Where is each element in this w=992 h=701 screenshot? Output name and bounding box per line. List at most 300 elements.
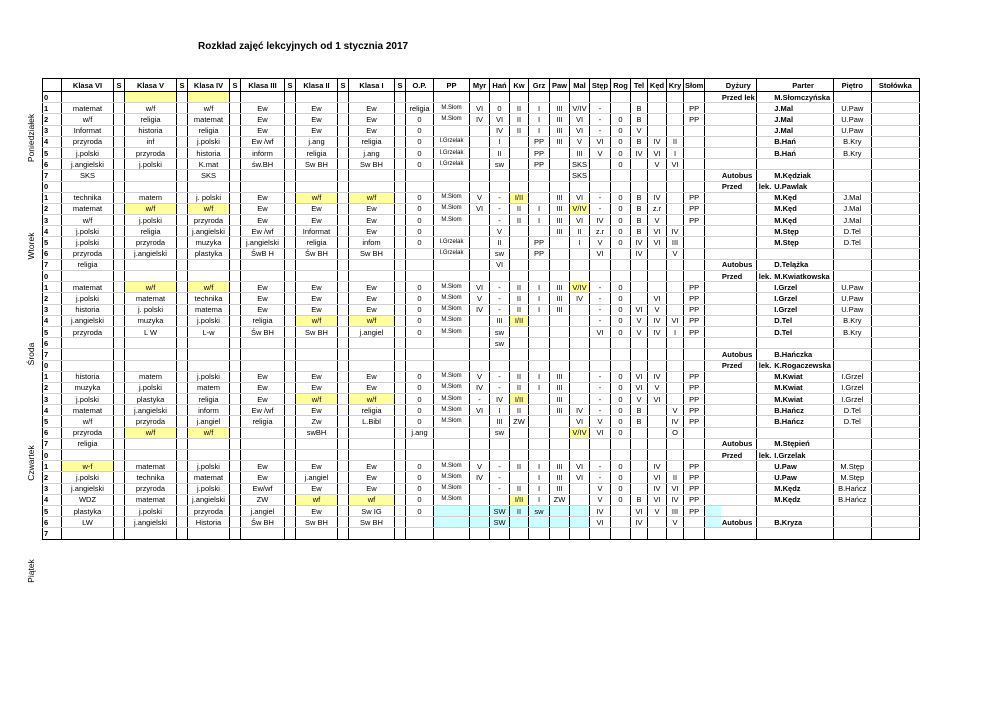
table-cell <box>529 438 550 449</box>
table-cell <box>684 259 705 270</box>
table-cell: Autobus <box>721 517 756 528</box>
table-cell: V <box>570 136 590 147</box>
table-cell: J.Mal <box>833 203 871 214</box>
column-header: Piętro <box>833 79 871 92</box>
table-cell <box>285 259 296 270</box>
table-cell <box>611 271 631 282</box>
table-cell <box>395 338 406 349</box>
table-cell: Ew <box>349 215 395 226</box>
table-cell <box>177 147 188 158</box>
table-cell <box>114 293 125 304</box>
table-cell: 4 <box>43 494 62 505</box>
table-cell: 0 <box>611 394 631 405</box>
table-cell <box>529 394 550 405</box>
table-cell: - <box>590 293 611 304</box>
table-cell: M.Kwiat <box>773 382 833 393</box>
table-cell <box>177 371 188 382</box>
table-row <box>43 438 920 449</box>
table-cell <box>230 103 241 114</box>
table-cell: - <box>590 461 611 472</box>
table-cell <box>470 517 490 528</box>
table-cell: B <box>631 192 648 203</box>
table-cell: VI <box>590 136 611 147</box>
table-row <box>43 103 920 114</box>
table-cell <box>667 450 684 461</box>
table-cell: VI <box>570 114 590 125</box>
table-cell <box>705 472 721 483</box>
table-cell: Zw <box>296 416 338 427</box>
table-cell: religia <box>406 103 434 114</box>
table-cell: IV <box>490 125 510 136</box>
table-cell <box>510 326 529 337</box>
table-cell: j.angielski <box>62 159 114 170</box>
table-cell: - <box>590 304 611 315</box>
table-cell <box>296 360 338 371</box>
table-cell <box>114 405 125 416</box>
column-header: S <box>285 79 296 92</box>
table-cell <box>470 181 490 192</box>
table-cell <box>125 259 177 270</box>
table-cell <box>470 170 490 181</box>
table-cell <box>510 159 529 170</box>
table-cell: 0 <box>611 483 631 494</box>
table-cell <box>349 438 395 449</box>
table-cell: J.Mal <box>773 125 833 136</box>
table-cell <box>833 170 871 181</box>
table-cell <box>285 349 296 360</box>
table-cell <box>434 360 470 371</box>
table-cell: przyroda <box>188 505 230 516</box>
table-cell: M.Słom <box>434 326 470 337</box>
table-cell <box>510 472 529 483</box>
table-cell: 0 <box>611 136 631 147</box>
table-cell: matemat <box>188 114 230 125</box>
table-cell <box>395 103 406 114</box>
table-cell <box>177 237 188 248</box>
table-cell <box>241 92 285 103</box>
table-cell: 6 <box>43 517 62 528</box>
table-cell: L W <box>125 326 177 337</box>
table-cell <box>667 293 684 304</box>
column-header: Klasa III <box>241 79 285 92</box>
table-cell <box>684 438 705 449</box>
table-cell <box>395 125 406 136</box>
table-cell <box>756 494 773 505</box>
table-row <box>43 315 920 326</box>
table-cell: M.Stęp <box>773 237 833 248</box>
table-cell: Ew <box>296 293 338 304</box>
table-cell: II <box>570 226 590 237</box>
table-cell <box>230 450 241 461</box>
table-cell <box>684 338 705 349</box>
table-cell <box>114 114 125 125</box>
table-cell: 5 <box>43 326 62 337</box>
table-cell <box>611 505 631 516</box>
table-cell: LW <box>62 517 114 528</box>
table-cell <box>241 170 285 181</box>
table-cell <box>241 181 285 192</box>
table-cell: M.Słom <box>434 215 470 226</box>
table-cell <box>434 92 470 103</box>
table-cell <box>756 237 773 248</box>
table-cell: lek. <box>756 450 773 461</box>
table-cell: przyroda <box>62 136 114 147</box>
table-cell <box>177 92 188 103</box>
table-cell <box>338 405 349 416</box>
table-cell: I <box>529 472 550 483</box>
table-cell <box>871 159 919 170</box>
table-cell <box>631 438 648 449</box>
table-cell <box>871 461 919 472</box>
table-cell <box>285 192 296 203</box>
table-cell: matem <box>125 371 177 382</box>
table-cell <box>705 338 721 349</box>
table-cell <box>296 259 338 270</box>
table-cell: j.polski <box>188 461 230 472</box>
table-cell: j.angiel <box>188 416 230 427</box>
table-cell: 0 <box>406 237 434 248</box>
table-cell: j.ang <box>296 136 338 147</box>
table-cell: 0 <box>490 103 510 114</box>
table-cell: III <box>550 304 570 315</box>
table-cell <box>470 349 490 360</box>
table-cell: II <box>510 371 529 382</box>
table-cell <box>833 92 871 103</box>
table-cell <box>721 494 756 505</box>
table-cell: V <box>648 505 667 516</box>
table-cell <box>705 360 721 371</box>
table-cell: 6 <box>43 159 62 170</box>
table-cell <box>230 293 241 304</box>
table-cell: 0 <box>406 147 434 158</box>
table-cell <box>349 338 395 349</box>
table-cell <box>114 259 125 270</box>
table-row <box>43 349 920 360</box>
table-cell <box>756 483 773 494</box>
table-cell: Ew <box>349 203 395 214</box>
table-cell <box>529 271 550 282</box>
table-cell: 1 <box>43 103 62 114</box>
table-cell: U.Paw <box>773 461 833 472</box>
table-cell <box>529 360 550 371</box>
table-cell: B.Hań <box>773 147 833 158</box>
table-cell <box>406 170 434 181</box>
table-cell <box>230 371 241 382</box>
table-cell <box>349 427 395 438</box>
table-cell: VI <box>590 427 611 438</box>
table-cell: Ew <box>241 114 285 125</box>
table-cell: 0 <box>611 427 631 438</box>
table-cell <box>177 405 188 416</box>
table-cell <box>230 494 241 505</box>
table-cell: 7 <box>43 528 62 539</box>
table-cell: II <box>510 382 529 393</box>
table-cell: - <box>470 394 490 405</box>
table-cell <box>296 92 338 103</box>
table-cell <box>871 125 919 136</box>
table-cell: M.Słom <box>434 203 470 214</box>
table-cell <box>285 304 296 315</box>
table-cell: - <box>590 203 611 214</box>
table-row <box>43 494 920 505</box>
table-cell <box>434 259 470 270</box>
table-cell: II <box>510 293 529 304</box>
table-cell <box>285 326 296 337</box>
table-cell <box>590 360 611 371</box>
table-cell: IV <box>648 461 667 472</box>
table-cell: Autobus <box>721 438 756 449</box>
table-cell: I/II <box>510 494 529 505</box>
table-cell: B.Hańcz <box>833 483 871 494</box>
table-cell <box>114 136 125 147</box>
table-cell: j.angiel <box>241 505 285 516</box>
table-cell <box>177 338 188 349</box>
table-cell <box>705 159 721 170</box>
table-cell: VI <box>470 203 490 214</box>
column-header: Klasa VI <box>62 79 114 92</box>
table-cell <box>871 517 919 528</box>
table-cell: j. polski <box>188 192 230 203</box>
table-cell: VI <box>570 215 590 226</box>
table-cell: 0 <box>611 125 631 136</box>
table-cell <box>721 237 756 248</box>
table-cell <box>338 248 349 259</box>
table-cell <box>871 528 919 539</box>
table-cell <box>871 505 919 516</box>
table-cell: Ew <box>241 472 285 483</box>
table-cell: V/IV <box>570 203 590 214</box>
table-cell <box>395 394 406 405</box>
table-cell <box>114 326 125 337</box>
table-cell: M.Stęp <box>833 472 871 483</box>
table-cell: 3 <box>43 215 62 226</box>
table-cell: przyroda <box>62 248 114 259</box>
table-cell <box>570 304 590 315</box>
table-cell <box>611 438 631 449</box>
table-cell: B <box>631 494 648 505</box>
table-cell <box>230 517 241 528</box>
table-cell <box>667 338 684 349</box>
table-cell <box>241 427 285 438</box>
table-cell <box>871 450 919 461</box>
table-row <box>43 170 920 181</box>
table-cell <box>529 338 550 349</box>
table-cell: VI <box>667 483 684 494</box>
table-cell <box>125 450 177 461</box>
table-cell: PP <box>684 282 705 293</box>
table-cell <box>241 438 285 449</box>
table-cell <box>756 103 773 114</box>
table-cell: muzyka <box>62 382 114 393</box>
table-cell <box>114 349 125 360</box>
table-cell: Ew <box>296 371 338 382</box>
table-cell <box>705 326 721 337</box>
table-row <box>43 360 920 371</box>
table-cell: religia <box>349 405 395 416</box>
table-cell: 0 <box>406 371 434 382</box>
table-cell: B.Hańcz <box>833 494 871 505</box>
table-cell: I.Grzelak <box>434 147 470 158</box>
table-cell: lek. <box>756 271 773 282</box>
table-cell: Autobus <box>721 349 756 360</box>
table-cell: V <box>590 416 611 427</box>
table-cell <box>470 136 490 147</box>
table-cell <box>338 304 349 315</box>
table-cell <box>550 315 570 326</box>
table-cell: 0 <box>611 237 631 248</box>
table-cell <box>230 147 241 158</box>
table-cell <box>510 427 529 438</box>
table-cell <box>648 517 667 528</box>
table-cell: I <box>490 405 510 416</box>
table-cell <box>705 237 721 248</box>
table-cell <box>177 494 188 505</box>
table-cell: Informat <box>62 125 114 136</box>
table-cell: Ew/wf <box>241 483 285 494</box>
table-cell <box>684 349 705 360</box>
table-cell: lek. <box>756 360 773 371</box>
table-cell: III <box>550 203 570 214</box>
table-cell <box>230 483 241 494</box>
table-cell <box>756 248 773 259</box>
table-cell: B.Kry <box>833 315 871 326</box>
table-cell <box>570 517 590 528</box>
table-cell: PP <box>684 103 705 114</box>
table-cell <box>434 517 470 528</box>
table-cell: - <box>590 114 611 125</box>
table-cell: Ew <box>241 203 285 214</box>
table-cell: M.Kwiat <box>773 371 833 382</box>
table-cell: K.Rogaczewska <box>773 360 833 371</box>
table-cell: II <box>510 215 529 226</box>
table-cell: D.Tel <box>773 326 833 337</box>
table-cell <box>705 181 721 192</box>
table-cell: w/f <box>62 416 114 427</box>
table-cell <box>434 349 470 360</box>
table-cell: J.Mal <box>833 192 871 203</box>
table-cell <box>756 147 773 158</box>
table-cell: M.Słom <box>434 282 470 293</box>
table-cell <box>62 92 114 103</box>
table-cell <box>349 271 395 282</box>
table-cell: 7 <box>43 259 62 270</box>
table-cell <box>871 147 919 158</box>
table-cell: VI <box>648 237 667 248</box>
table-cell: 0 <box>406 192 434 203</box>
table-row <box>43 416 920 427</box>
table-cell <box>177 528 188 539</box>
table-row <box>43 215 920 226</box>
table-row <box>43 92 920 103</box>
table-cell: VI <box>570 416 590 427</box>
table-cell <box>550 271 570 282</box>
table-cell <box>177 125 188 136</box>
table-cell: 4 <box>43 226 62 237</box>
table-cell <box>611 92 631 103</box>
table-cell <box>631 461 648 472</box>
table-cell <box>871 371 919 382</box>
table-cell: 0 <box>406 159 434 170</box>
table-cell <box>570 315 590 326</box>
table-cell: VI <box>590 326 611 337</box>
table-cell: PP <box>529 237 550 248</box>
table-cell: 7 <box>43 349 62 360</box>
table-cell: j.ang <box>349 147 395 158</box>
table-cell: VI <box>570 125 590 136</box>
table-cell: Przed <box>721 271 756 282</box>
table-cell <box>648 416 667 427</box>
table-cell <box>230 237 241 248</box>
table-cell <box>230 92 241 103</box>
table-cell: infom <box>349 237 395 248</box>
table-cell <box>611 450 631 461</box>
table-cell: religia <box>62 438 114 449</box>
table-cell <box>395 159 406 170</box>
table-cell <box>510 136 529 147</box>
table-cell <box>871 472 919 483</box>
table-row <box>43 136 920 147</box>
table-cell: w/f <box>125 282 177 293</box>
table-cell <box>241 349 285 360</box>
table-cell <box>611 349 631 360</box>
table-cell: przyroda <box>125 483 177 494</box>
table-cell <box>490 450 510 461</box>
table-cell <box>338 517 349 528</box>
table-cell <box>285 382 296 393</box>
table-cell: I <box>529 382 550 393</box>
table-cell <box>285 147 296 158</box>
table-cell <box>871 438 919 449</box>
table-cell <box>721 461 756 472</box>
table-cell: B <box>631 114 648 125</box>
table-cell <box>338 203 349 214</box>
table-cell: 1 <box>43 371 62 382</box>
table-cell <box>470 483 490 494</box>
table-cell: 1 <box>43 192 62 203</box>
table-cell: religia <box>296 147 338 158</box>
table-cell: 3 <box>43 304 62 315</box>
table-cell <box>631 483 648 494</box>
table-cell: Historia <box>188 517 230 528</box>
table-cell <box>667 103 684 114</box>
table-cell <box>285 394 296 405</box>
table-cell <box>296 528 338 539</box>
table-cell: SW <box>490 505 510 516</box>
table-cell <box>648 282 667 293</box>
table-cell <box>285 203 296 214</box>
table-cell: 0 <box>43 92 62 103</box>
table-cell <box>230 394 241 405</box>
table-cell: M.Słom <box>434 114 470 125</box>
table-cell <box>871 259 919 270</box>
table-cell: I <box>529 494 550 505</box>
table-cell <box>550 338 570 349</box>
table-cell: inform <box>241 147 285 158</box>
table-cell: 2 <box>43 114 62 125</box>
table-cell <box>125 170 177 181</box>
table-cell <box>705 315 721 326</box>
table-cell <box>114 394 125 405</box>
table-cell: Sw IG <box>349 505 395 516</box>
table-cell: Ew <box>296 114 338 125</box>
table-cell: M.Słom <box>434 293 470 304</box>
table-cell <box>833 159 871 170</box>
table-cell <box>470 237 490 248</box>
table-cell: V <box>648 215 667 226</box>
table-cell: PP <box>684 203 705 214</box>
table-cell <box>667 394 684 405</box>
table-cell: matemat <box>62 103 114 114</box>
